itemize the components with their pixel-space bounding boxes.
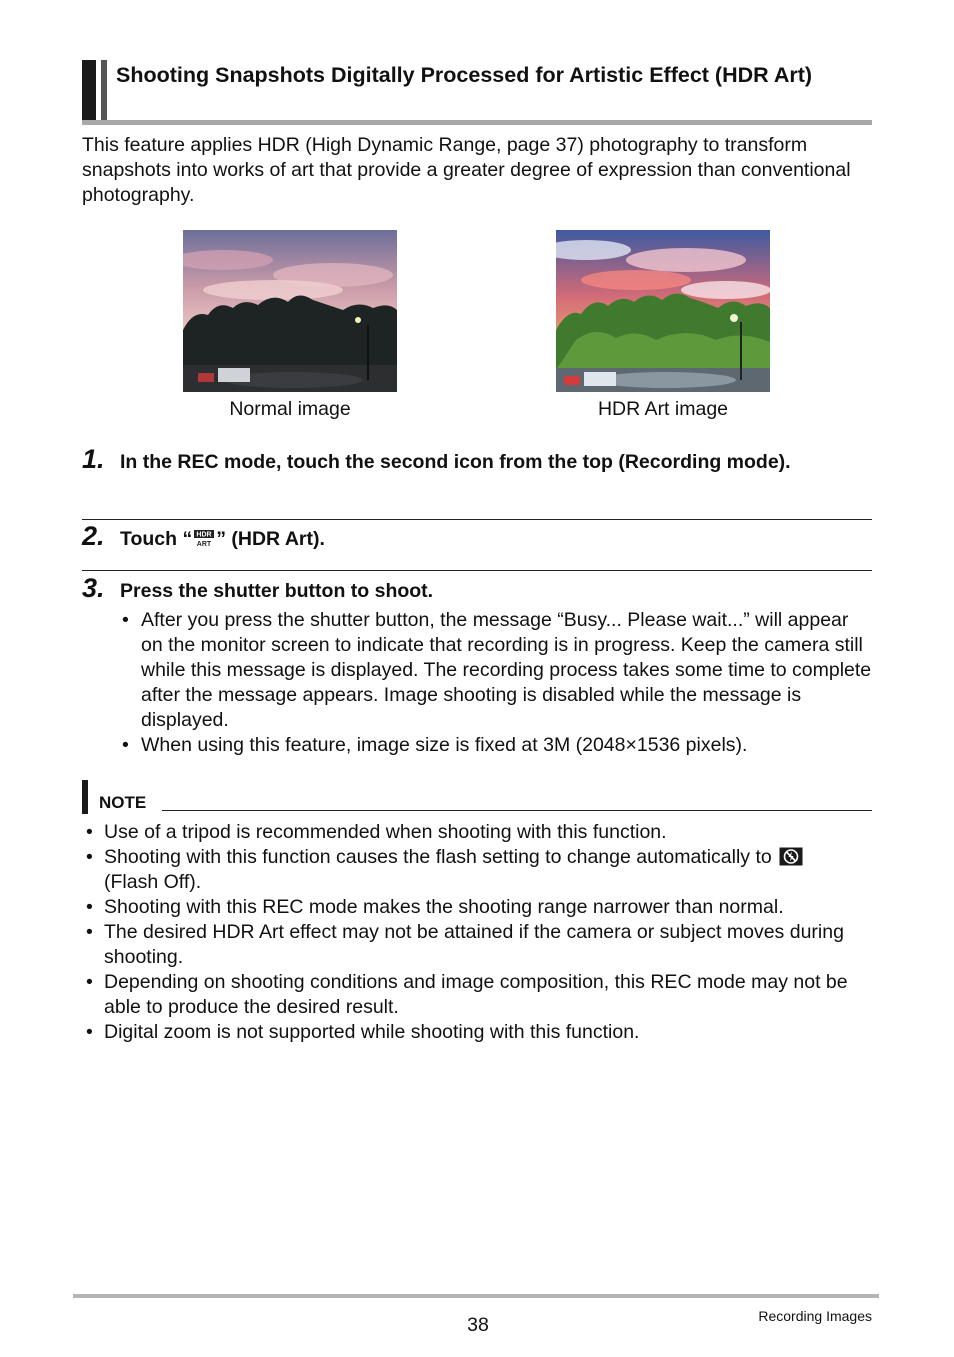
step-2-number: 2.	[82, 521, 105, 551]
list-item: • Use of a tripod is recommended when shooting with this function.	[86, 821, 667, 843]
note-marker-bar	[82, 780, 88, 814]
normal-image	[183, 230, 397, 392]
step-3-text: Press the shutter button to shoot.	[120, 580, 434, 602]
list-item: • Depending on shooting conditions and image composition, this REC mode may not be able to produce the desired result.	[86, 971, 848, 1018]
list-item: • Digital zoom is not supported while shooting with this function.	[86, 1021, 640, 1043]
step-divider	[82, 519, 872, 520]
list-item: • After you press the shutter button, the message “Busy... Please wait...” will appear on the monitor screen to indicate that recording is in progress. Keep the camera still while this message is displayed. The recording process takes some time to complete after the message appears. Image shooting is disabled while the message is displayed.	[122, 609, 872, 731]
note-list	[86, 820, 876, 1045]
flash-off-icon	[779, 847, 803, 866]
footer-section-name: Recording Images	[758, 1308, 872, 1324]
step-1-number: 1.	[82, 444, 105, 474]
intro-paragraph: This feature applies HDR (High Dynamic Range, page 37) photography to transform snapshots into works of art that provide a greater degree of expression than conventional photography.	[82, 134, 851, 206]
step-3-bullet-list	[122, 608, 872, 758]
title-marker-bar	[82, 60, 96, 120]
step-3-number: 3.	[82, 573, 105, 603]
svg-text:HDR: HDR	[196, 531, 212, 539]
section-title: Shooting Snapshots Digitally Processed for Artistic Effect (HDR Art)	[116, 63, 813, 87]
title-marker-bar-thin	[101, 60, 107, 120]
hdr-image-caption: HDR Art image	[597, 398, 729, 420]
step-2-text: Touch “ HDR ART ” (HDR Art).	[120, 528, 325, 550]
note-rule	[162, 810, 872, 811]
note-label: NOTE	[99, 793, 147, 812]
list-item: • Shooting with this function causes the flash setting to change automatically to (Flash Off).	[86, 845, 876, 895]
list-item: • When using this feature, image size is fixed at 3M (2048×1536 pixels).	[122, 734, 748, 756]
svg-text:ART: ART	[197, 541, 212, 547]
hdr-art-image	[556, 230, 770, 392]
page-number: 38	[467, 1314, 489, 1336]
hdr-art-icon	[193, 529, 215, 547]
step-divider	[82, 570, 872, 571]
step-1-text: In the REC mode, touch the second icon from the top (Recording mode).	[120, 451, 791, 473]
list-item: • Shooting with this REC mode makes the shooting range narrower than normal.	[86, 896, 784, 918]
footer-rule	[73, 1294, 879, 1298]
list-item: • The desired HDR Art effect may not be attained if the camera or subject moves during shooting.	[86, 921, 844, 968]
normal-image-caption: Normal image	[229, 398, 351, 420]
title-underline	[82, 120, 872, 125]
